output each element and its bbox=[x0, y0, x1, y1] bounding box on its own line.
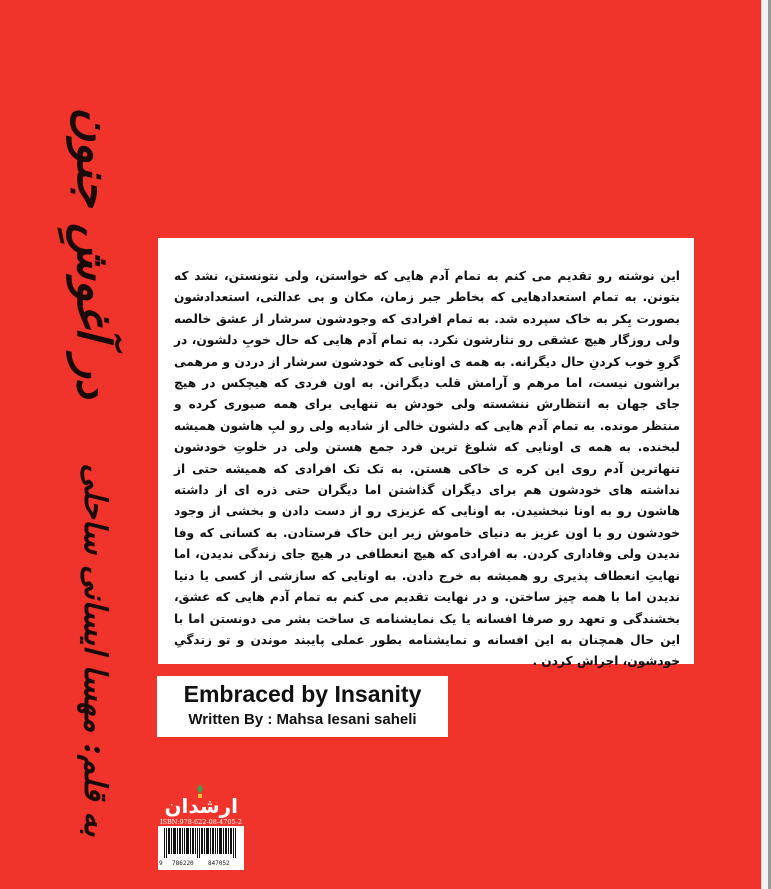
isbn-line: ISBN:978-622-08-4705-2 bbox=[160, 818, 242, 826]
english-title: Embraced by Insanity bbox=[183, 681, 422, 707]
vertical-persian-author bbox=[66, 463, 124, 837]
publisher-logo bbox=[164, 784, 238, 818]
vertical-title-text: در آغوشِ جنون bbox=[67, 107, 121, 399]
dedication-paragraph: این نوشته رو تقدیم می کنم به تمام آدم هایی که خواستن، ولی نتونستن، نشد که بتونن. به تمام استعدادهایی که بخاطر جبر زمان، مکان و بی عدالتی، استعدادشون بصورت بِکر به خاک سپرده شد. به تمام افرادی که وجودشون سرشار از عشق خالصه ولی روزگار هیچ عشقی رو نثارشون نکرد. به تمام آدم هایی که حال خوبِ دلشون، در گروِ خوب کردنِ حال دیگرانه. به همه ی اونایی که خودشون سرشار از دردن و مرهمی براشون نیست، اما مرهم و آرامش قلب دیگرانن. به اون فردی که هیچکس در هیچ جای جهان به انتظارش ننشسته ولی خودش به تنهایی برای همه صبوری کرده و منتظر مونده. به تمام آدم هایی که دلشون خالی از شادیه ولی رو لبِ هاشون همیشه لبخنده. به همه ی اونایی که شلوغ ترین فرد جمع هستن ولی در خلوتِ خودشون تنهاترین آدم روی این کره ی خاکی هستن. به تک تک افرادی که همیشه حتی از نداشته های خودشون هم برای دیگران گذاشتن اما دیگران حتی ذره ای از داشته هاشون رو به اونا نبخشیدن. به اونایی که عزیزی رو از دست دادن و بخشی از وجود خودشون رو با اون عزیز به دنیای خاموش زیر این خاک فرستادن. به کسانی که وفا ندیدن ولی وفاداری کردن. به افرادی که هیچ انعطافی در هیچ جای زندگی ندیدن، اما نهایتِ انعطاف پذیری رو همیشه به خرج دادن. به اونایی که سازشی از کسی یا دنیا ندیدن اما با همه چیز ساختن. و در نهایت تقدیم می کنم به تمام آدم هایی که عشق، بخشندگی و تعهد رو صرفا افسانه یا یک نمایشنامه ی ساخت بشر می دونستن اما با این حال همچنان به این افسانه و نمایشنامه بطور عملی پایبند موندن و تو زندگیِ خودشون، اجراش کردن . bbox=[174, 269, 680, 669]
page-edge bbox=[761, 0, 771, 889]
barcode-digits-right: 847052 bbox=[208, 860, 230, 867]
vertical-persian-title bbox=[62, 107, 126, 399]
vertical-author-text: به قلم: مهسا ایسانی ساحلی bbox=[77, 463, 113, 837]
isbn-barcode bbox=[158, 826, 244, 870]
english-author-line: Written By : Mahsa Iesani saheli bbox=[188, 711, 417, 728]
english-title-box bbox=[157, 676, 448, 737]
barcode-digit-prefix: 9 bbox=[159, 860, 163, 867]
dedication-box bbox=[158, 238, 694, 669]
publisher-logo-text: ارشدان bbox=[164, 794, 238, 818]
barcode-digits-left: 786220 bbox=[172, 860, 194, 867]
barcode-bars-icon bbox=[164, 828, 238, 858]
